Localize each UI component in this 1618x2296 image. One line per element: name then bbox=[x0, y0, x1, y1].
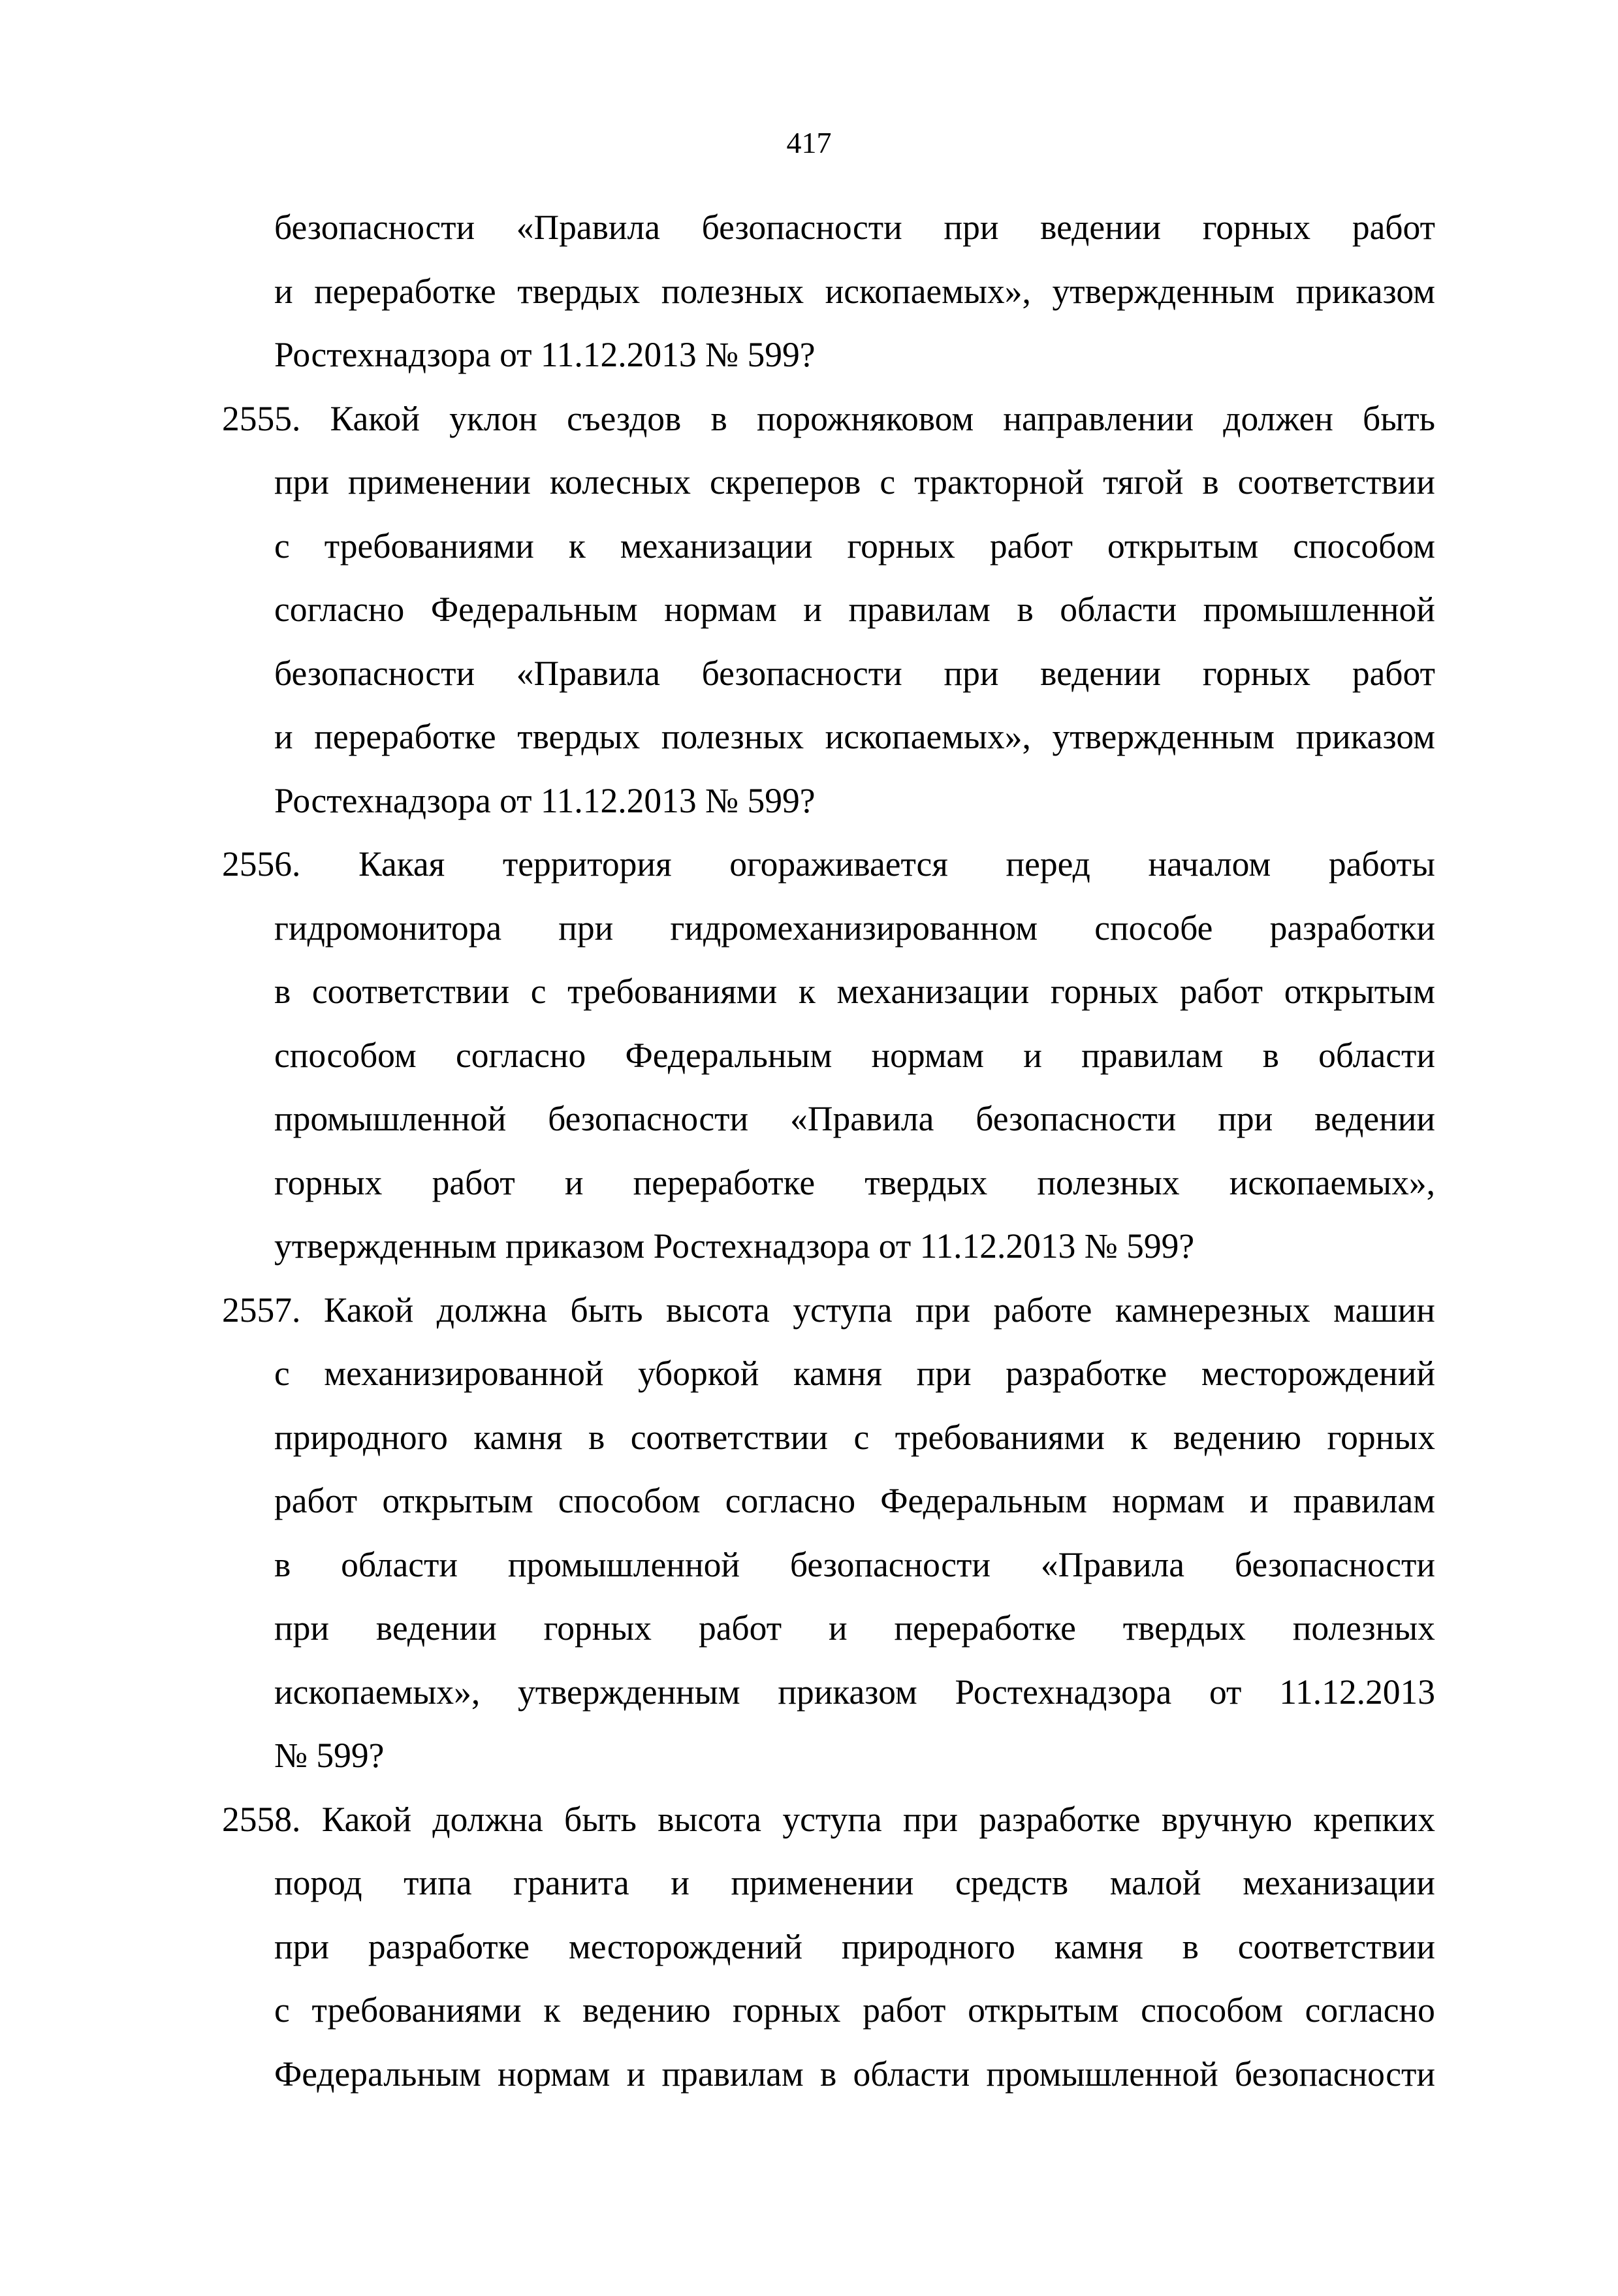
text-line: с требованиями к ведению горных работ открытым способом согласно bbox=[274, 1990, 1435, 2030]
text-line: промышленной безопасности «Правила безопасности при ведении bbox=[274, 1099, 1435, 1138]
text-line: пород типа гранита и применении средств малой механизации bbox=[274, 1863, 1435, 1902]
text-line: с механизированной уборкой камня при разработке месторождений bbox=[274, 1354, 1435, 1393]
text-line: 2558. Какой должна быть высота уступа при разработке вручную крепких bbox=[222, 1799, 1435, 1839]
text-line: горных работ и переработке твердых полезных ископаемых», bbox=[274, 1162, 1435, 1202]
text-line: Ростехнадзора от 11.12.2013 № 599? bbox=[274, 780, 816, 820]
text-line: ископаемых», утвержденным приказом Ростехнадзора от 11.12.2013 bbox=[274, 1672, 1435, 1712]
text-line: природного камня в соответствии с требованиями к ведению горных bbox=[274, 1417, 1435, 1457]
text-line: и переработке твердых полезных ископаемых», утвержденным приказом bbox=[274, 717, 1435, 756]
text-line: безопасности «Правила безопасности при ведении горных работ bbox=[274, 653, 1435, 693]
text-line: при разработке месторождений природного камня в соответствии bbox=[274, 1926, 1435, 1966]
page-body bbox=[222, 196, 1435, 2106]
text-line: при ведении горных работ и переработке твердых полезных bbox=[274, 1608, 1435, 1648]
text-line: № 599? bbox=[274, 1736, 385, 1775]
text-line: способом согласно Федеральным нормам и правилам в области bbox=[274, 1035, 1435, 1075]
text-line: при применении колесных скреперов с тракторной тягой в соответствии bbox=[274, 462, 1435, 502]
text-line: безопасности «Правила безопасности при ведении горных работ bbox=[274, 208, 1435, 247]
text-line: 2555. Какой уклон съездов в порожняковом направлении должен быть bbox=[222, 398, 1435, 438]
text-line: с требованиями к механизации горных работ открытым способом bbox=[274, 526, 1435, 566]
text-line: Ростехнадзора от 11.12.2013 № 599? bbox=[274, 335, 816, 374]
text-line: 2556. Какая территория огораживается перед началом работы bbox=[222, 844, 1435, 884]
text-line: и переработке твердых полезных ископаемых», утвержденным приказом bbox=[274, 271, 1435, 311]
text-line: согласно Федеральным нормам и правилам в области промышленной bbox=[274, 590, 1435, 629]
text-line: работ открытым способом согласно Федеральным нормам и правилам bbox=[274, 1481, 1435, 1520]
text-line: утвержденным приказом Ростехнадзора от 11.12.2013 № 599? bbox=[274, 1226, 1195, 1266]
text-line: 2557. Какой должна быть высота уступа при работе камнерезных машин bbox=[222, 1290, 1435, 1330]
text-line: в области промышленной безопасности «Правила безопасности bbox=[274, 1544, 1435, 1584]
page-number: 417 bbox=[786, 126, 832, 159]
text-line: Федеральным нормам и правилам в области промышленной безопасности bbox=[274, 2054, 1435, 2094]
text-line: гидромонитора при гидромеханизированном способе разработки bbox=[274, 908, 1435, 948]
text-line: в соответствии с требованиями к механизации горных работ открытым bbox=[274, 972, 1435, 1011]
